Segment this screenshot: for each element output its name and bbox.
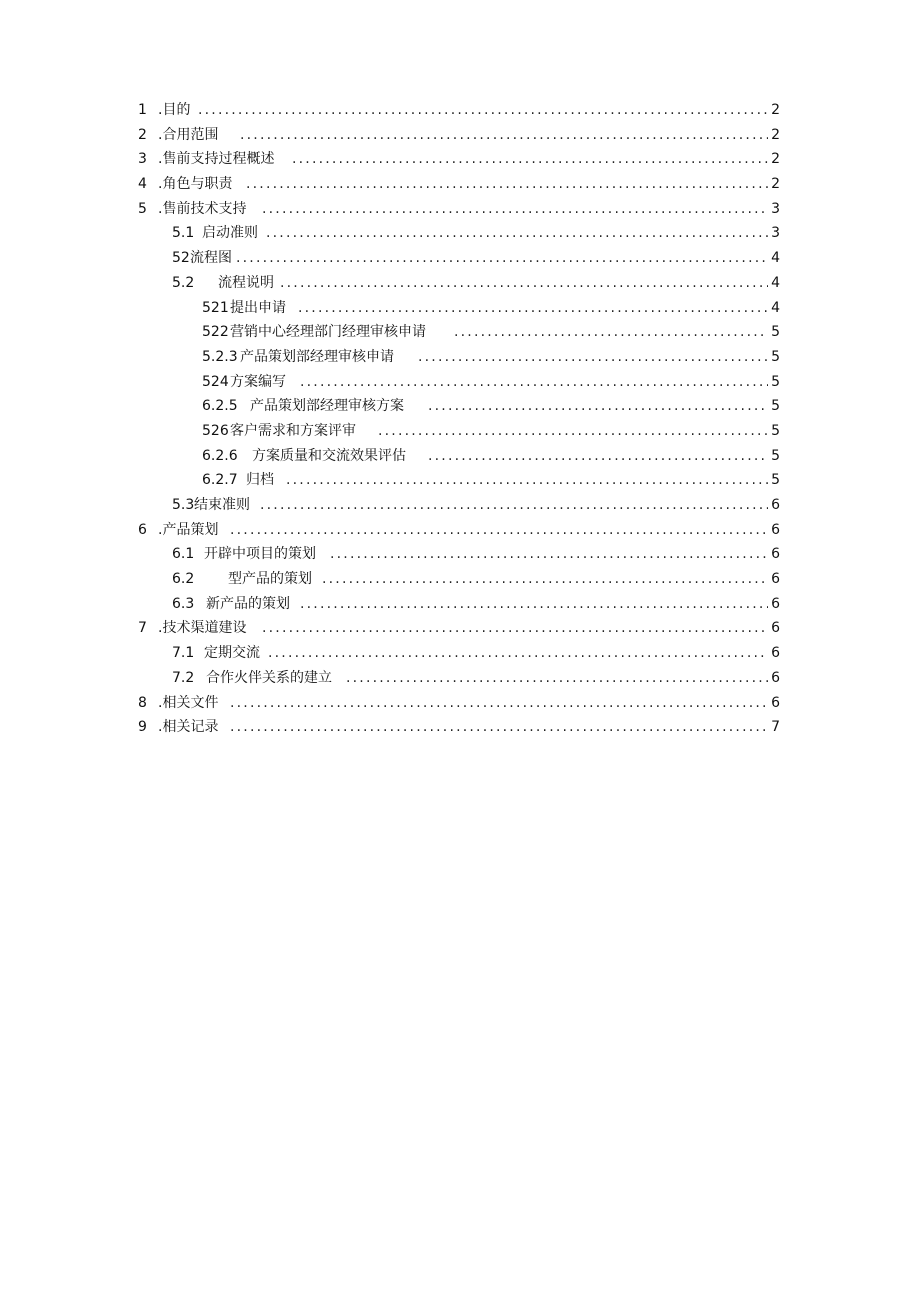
toc-entry[interactable] — [0, 394, 920, 419]
toc-entry[interactable] — [0, 616, 920, 641]
toc-entry[interactable] — [0, 567, 920, 592]
toc-entry-title: 产品策划部经理审核申请 — [240, 348, 394, 365]
toc-entry-number: 1 — [138, 102, 147, 118]
toc-entry-page: 2 — [771, 151, 780, 168]
toc-dot-leader — [230, 715, 768, 740]
toc-entry-title: .售前支持过程概述 — [158, 151, 275, 168]
toc-entry-page: 6 — [771, 645, 780, 662]
toc-entry-title: 新产品的策划 — [206, 595, 290, 612]
toc-entry-title: .技术渠道建设 — [158, 620, 247, 637]
toc-entry[interactable] — [0, 197, 920, 222]
toc-entry-number: 6.3 — [172, 595, 195, 612]
toc-entry-number: 521 — [202, 299, 229, 316]
toc-dot-leader — [300, 370, 768, 395]
toc-dot-leader — [346, 666, 768, 691]
toc-entry-title: 定期交流 — [204, 645, 260, 662]
toc-entry[interactable] — [0, 691, 920, 716]
toc-entry-number: 5.1 — [172, 225, 195, 242]
toc-entry-number: 524 — [202, 373, 229, 390]
toc-entry-number: 6.2.7 — [202, 472, 238, 489]
toc-entry-number: 6.2 — [172, 571, 195, 588]
toc-entry-title: 启动准则 — [202, 225, 258, 242]
toc-entry-page: 6 — [771, 546, 780, 563]
toc-entry[interactable] — [0, 468, 920, 493]
toc-entry-page: 5 — [771, 398, 780, 415]
toc-entry[interactable] — [0, 715, 920, 740]
toc-entry[interactable] — [0, 320, 920, 345]
toc-entry-title: 流程说明 — [218, 274, 274, 291]
toc-entry-page: 3 — [771, 225, 780, 242]
toc-entry-title: 方案质量和交流效果评估 — [252, 447, 406, 464]
toc-entry-page: 6 — [771, 571, 780, 588]
toc-entry-number: 8 — [138, 694, 147, 711]
toc-entry-title: .目的 — [158, 102, 191, 118]
toc-dot-leader — [246, 172, 768, 197]
toc-entry-number: 6 — [138, 521, 147, 538]
toc-entry-title: 方案编写 — [230, 373, 286, 390]
toc-entry-page: 4 — [771, 250, 780, 267]
toc-entry-page: 2 — [771, 102, 780, 118]
toc-entry-number: 5.2.3 — [202, 348, 238, 365]
toc-entry-number: 5.3 — [172, 497, 195, 513]
toc-entry-number: 9 — [138, 719, 147, 736]
toc-entry[interactable] — [0, 542, 920, 567]
toc-entry-page: 5 — [771, 422, 780, 439]
toc-entry-page: 6 — [771, 595, 780, 612]
toc-entry-page: 3 — [771, 200, 780, 217]
toc-entry-title: 流程图 — [190, 250, 232, 267]
toc-entry-title: .售前技术支持 — [158, 200, 247, 217]
toc-entry-title: 提出申请 — [230, 299, 286, 316]
toc-entry-title: 客户需求和方案评审 — [230, 422, 356, 439]
toc-entry[interactable] — [0, 345, 920, 370]
toc-dot-leader — [322, 567, 768, 592]
toc-entry-page: 2 — [771, 126, 780, 143]
toc-entry[interactable] — [0, 123, 920, 148]
toc-entry-number: 5.2 — [172, 274, 195, 291]
toc-entry[interactable] — [0, 370, 920, 395]
toc-entry-title: 营销中心经理部门经理审核申请 — [230, 324, 426, 341]
toc-entry[interactable] — [0, 147, 920, 172]
toc-dot-leader — [428, 444, 768, 469]
toc-dot-leader — [330, 542, 768, 567]
toc-entry[interactable] — [0, 493, 920, 518]
toc-entry-title: .产品策划 — [158, 521, 219, 538]
toc-entry[interactable] — [0, 444, 920, 469]
toc-entry-page: 5 — [771, 348, 780, 365]
toc-entry[interactable] — [0, 419, 920, 444]
toc-entry[interactable] — [0, 641, 920, 666]
toc-entry-page: 4 — [771, 299, 780, 316]
toc-dot-leader — [300, 592, 768, 617]
toc-dot-leader — [280, 271, 768, 296]
toc-dot-leader — [240, 123, 768, 148]
toc-entry-number: 6.2.6 — [202, 447, 238, 464]
toc-entry-title: 型产品的策划 — [228, 571, 312, 588]
toc-entry-number: 526 — [202, 422, 229, 439]
toc-entry-number: 7 — [138, 620, 147, 637]
table-of-contents — [0, 98, 920, 740]
toc-entry-page: 6 — [771, 669, 780, 686]
toc-entry-title: 开辟中项目的策划 — [204, 546, 316, 563]
toc-entry-page: 5 — [771, 447, 780, 464]
toc-entry-title: 合作火伴关系的建立 — [206, 669, 332, 686]
toc-entry[interactable] — [0, 271, 920, 296]
toc-dot-leader — [454, 320, 768, 345]
toc-entry-number: 2 — [138, 126, 147, 143]
toc-entry-page: 2 — [771, 176, 780, 193]
toc-entry[interactable] — [0, 592, 920, 617]
toc-entry-number: 4 — [138, 176, 147, 193]
toc-entry-page: 5 — [771, 324, 780, 341]
toc-dot-leader — [198, 98, 768, 123]
toc-entry[interactable] — [0, 666, 920, 691]
toc-dot-leader — [262, 616, 768, 641]
toc-entry[interactable] — [0, 98, 920, 123]
toc-entry-number: 52 — [172, 250, 190, 267]
toc-entry[interactable] — [0, 246, 920, 271]
toc-entry-page: 6 — [771, 497, 780, 513]
toc-dot-leader — [262, 197, 768, 222]
toc-entry-number: 6.2.5 — [202, 398, 238, 415]
toc-entry-title: .相关文件 — [158, 694, 219, 711]
toc-entry-title: .角色与职责 — [158, 176, 233, 193]
toc-dot-leader — [230, 518, 768, 543]
toc-entry-title: 结束准则 — [194, 497, 250, 513]
toc-dot-leader — [266, 221, 768, 246]
toc-dot-leader — [286, 468, 768, 493]
toc-entry-number: 7.1 — [172, 645, 195, 662]
toc-dot-leader — [260, 493, 768, 518]
toc-entry-number: 522 — [202, 324, 229, 341]
toc-entry-page: 6 — [771, 620, 780, 637]
toc-entry-number: 6.1 — [172, 546, 195, 563]
toc-entry[interactable] — [0, 172, 920, 197]
toc-entry[interactable] — [0, 296, 920, 321]
toc-entry-number: 7.2 — [172, 669, 195, 686]
toc-entry-page: 5 — [771, 472, 780, 489]
toc-entry-number: 5 — [138, 200, 147, 217]
toc-dot-leader — [298, 296, 768, 321]
toc-entry[interactable] — [0, 221, 920, 246]
toc-dot-leader — [378, 419, 768, 444]
toc-entry-title: .相关记录 — [158, 719, 219, 736]
toc-entry-page: 4 — [771, 274, 780, 291]
toc-entry[interactable] — [0, 518, 920, 543]
toc-dot-leader — [428, 394, 768, 419]
toc-entry-number: 3 — [138, 151, 147, 168]
toc-entry-title: .合用范围 — [158, 126, 219, 143]
toc-dot-leader — [418, 345, 768, 370]
toc-dot-leader — [236, 246, 768, 271]
toc-dot-leader — [292, 147, 768, 172]
toc-entry-page: 7 — [771, 719, 780, 736]
toc-entry-title: 归档 — [246, 472, 274, 489]
toc-dot-leader — [230, 691, 768, 716]
toc-entry-page: 6 — [771, 521, 780, 538]
toc-entry-page: 6 — [771, 694, 780, 711]
toc-entry-page: 5 — [771, 373, 780, 390]
toc-dot-leader — [268, 641, 768, 666]
toc-entry-title: 产品策划部经理审核方案 — [250, 398, 404, 415]
